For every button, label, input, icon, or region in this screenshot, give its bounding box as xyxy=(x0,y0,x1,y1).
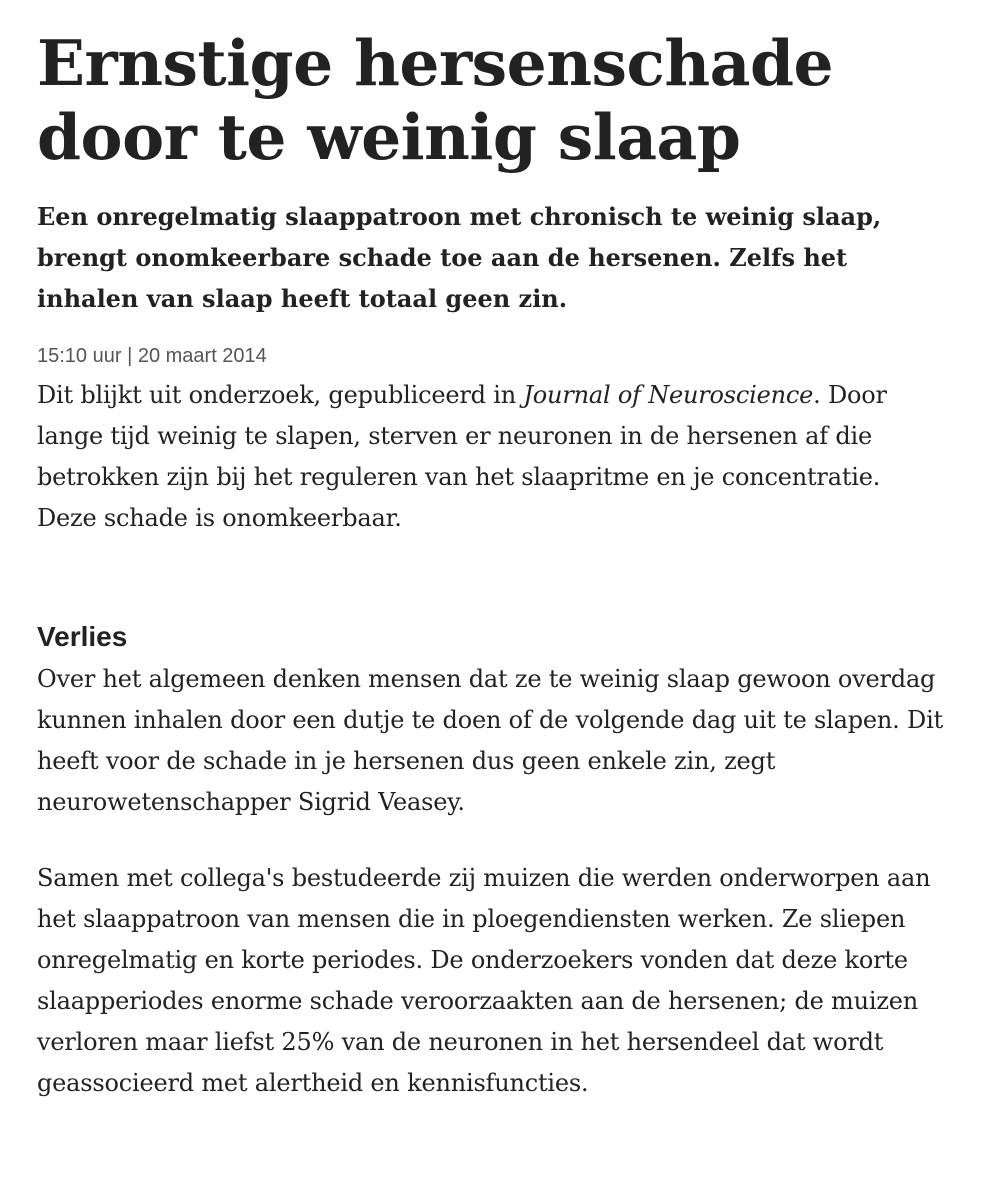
article-paragraph-2: Over het algemeen denken mensen dat ze te weinig slaap gewoon overdag kunnen inhalen door een dutje te doen of de volgende dag uit te slapen. Dit heeft voor de schade in je hersenen dus geen enkele zin, zegt neurowetenschapper Sigrid Veasey. xyxy=(37,665,943,816)
section-heading: Verlies xyxy=(37,621,128,652)
journal-name: Journal of Neuroscience xyxy=(523,381,814,409)
article-timestamp: 15:10 uur | 20 maart 2014 xyxy=(37,345,267,367)
article-title: Ernstige hersenschade door te weinig slaap xyxy=(37,26,834,174)
paragraph-1-text-start: Dit blijkt uit onderzoek, gepubliceerd in xyxy=(37,381,524,409)
article-paragraph-3: Samen met collega's bestudeerde zij muizen die werden onderworpen aan het slaappatroon van mensen die in ploegendiensten werken. Ze sliepen onregelmatig en korte periodes. De onderzoekers vonden dat deze korte slaapperiodes enorme schade veroorzaakten aan de hersenen; de muizen verloren maar liefst 25% van de neuronen in het hersendeel dat wordt geassocieerd met alertheid en kennisfuncties. xyxy=(37,864,931,1097)
article-lead: Een onregelmatig slaappatroon met chronisch te weinig slaap, brengt onomkeerbare schade toe aan de hersenen. Zelfs het inhalen van slaap heeft totaal geen zin. xyxy=(37,202,882,313)
article-paragraph-1 xyxy=(37,375,947,539)
paragraph-1-text-end: . Door lange tijd weinig te slapen, sterven er neuronen in de hersenen af die betrokken zijn bij het reguleren van het slaapritme en je concentratie. Deze schade is onomkeerbaar. xyxy=(37,381,887,532)
article xyxy=(37,0,947,1104)
